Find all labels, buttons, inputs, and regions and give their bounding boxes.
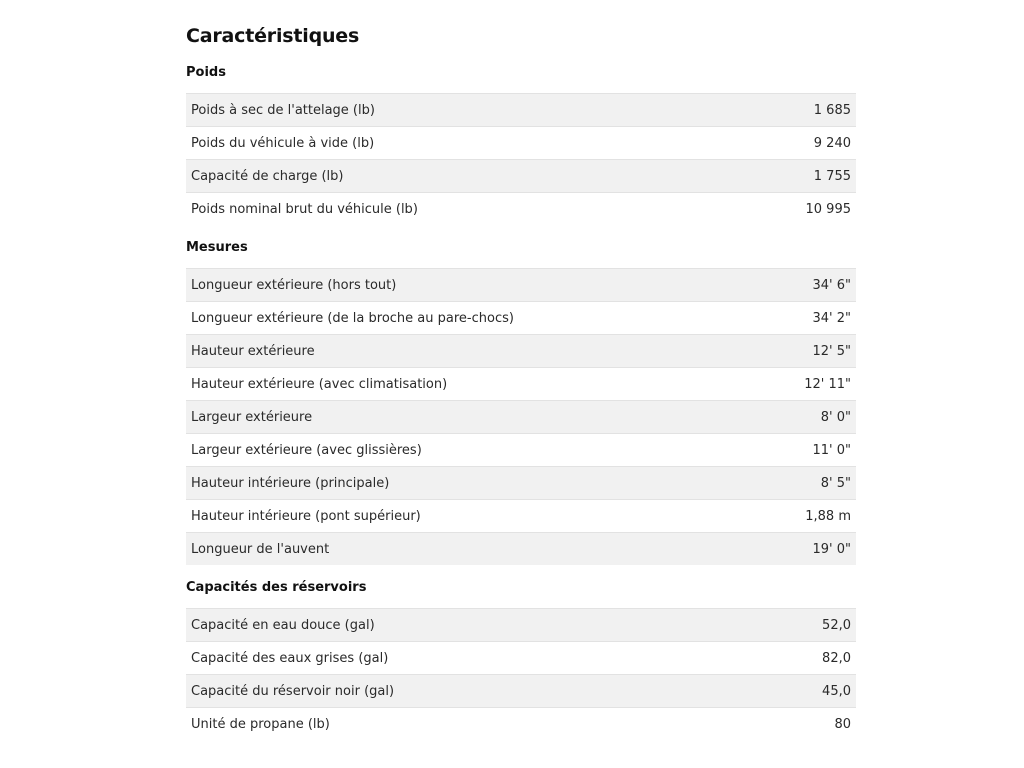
table-row bbox=[186, 269, 856, 302]
section-title-poids: Poids bbox=[186, 65, 226, 80]
spec-value: 34' 6" bbox=[758, 269, 856, 302]
spec-value: 82,0 bbox=[752, 642, 856, 675]
spec-label: Capacité en eau douce (gal) bbox=[186, 609, 752, 642]
table-row bbox=[186, 675, 856, 708]
spec-value: 8' 5" bbox=[758, 467, 856, 500]
spec-label: Hauteur extérieure (avec climatisation) bbox=[186, 368, 758, 401]
spec-value: 12' 5" bbox=[758, 335, 856, 368]
spec-label: Unité de propane (lb) bbox=[186, 708, 752, 741]
table-row bbox=[186, 302, 856, 335]
table-row bbox=[186, 708, 856, 741]
spec-label: Longueur extérieure (hors tout) bbox=[186, 269, 758, 302]
table-row bbox=[186, 500, 856, 533]
section-title-mesures: Mesures bbox=[186, 240, 248, 255]
spec-label: Hauteur intérieure (principale) bbox=[186, 467, 758, 500]
spec-label: Poids nominal brut du véhicule (lb) bbox=[186, 193, 729, 226]
spec-value: 11' 0" bbox=[758, 434, 856, 467]
spec-value: 45,0 bbox=[752, 675, 856, 708]
spec-table-reservoirs bbox=[186, 608, 856, 740]
spec-value: 8' 0" bbox=[758, 401, 856, 434]
table-row bbox=[186, 127, 856, 160]
spec-value: 9 240 bbox=[729, 127, 856, 160]
table-row bbox=[186, 642, 856, 675]
spec-value: 34' 2" bbox=[758, 302, 856, 335]
spec-label: Longueur de l'auvent bbox=[186, 533, 758, 566]
spec-table-mesures bbox=[186, 268, 856, 565]
spec-label: Capacité du réservoir noir (gal) bbox=[186, 675, 752, 708]
spec-label: Capacité des eaux grises (gal) bbox=[186, 642, 752, 675]
table-row bbox=[186, 368, 856, 401]
table-row bbox=[186, 533, 856, 566]
spec-value: 52,0 bbox=[752, 609, 856, 642]
table-row bbox=[186, 193, 856, 226]
spec-label: Capacité de charge (lb) bbox=[186, 160, 729, 193]
spec-table-poids bbox=[186, 93, 856, 225]
spec-value: 10 995 bbox=[729, 193, 856, 226]
spec-value: 80 bbox=[752, 708, 856, 741]
spec-value: 19' 0" bbox=[758, 533, 856, 566]
spec-label: Poids à sec de l'attelage (lb) bbox=[186, 94, 729, 127]
spec-label: Hauteur extérieure bbox=[186, 335, 758, 368]
spec-label: Largeur extérieure (avec glissières) bbox=[186, 434, 758, 467]
spec-label: Largeur extérieure bbox=[186, 401, 758, 434]
spec-label: Longueur extérieure (de la broche au pare-chocs) bbox=[186, 302, 758, 335]
spec-label: Hauteur intérieure (pont supérieur) bbox=[186, 500, 758, 533]
table-row bbox=[186, 335, 856, 368]
table-row bbox=[186, 160, 856, 193]
table-row bbox=[186, 609, 856, 642]
spec-value: 12' 11" bbox=[758, 368, 856, 401]
spec-value: 1,88 m bbox=[758, 500, 856, 533]
table-row bbox=[186, 434, 856, 467]
spec-label: Poids du véhicule à vide (lb) bbox=[186, 127, 729, 160]
page-title: Caractéristiques bbox=[186, 25, 360, 47]
spec-value: 1 755 bbox=[729, 160, 856, 193]
table-row bbox=[186, 94, 856, 127]
section-title-reservoirs: Capacités des réservoirs bbox=[186, 580, 367, 595]
table-row bbox=[186, 467, 856, 500]
specs-container bbox=[186, 22, 856, 740]
spec-value: 1 685 bbox=[729, 94, 856, 127]
table-row bbox=[186, 401, 856, 434]
